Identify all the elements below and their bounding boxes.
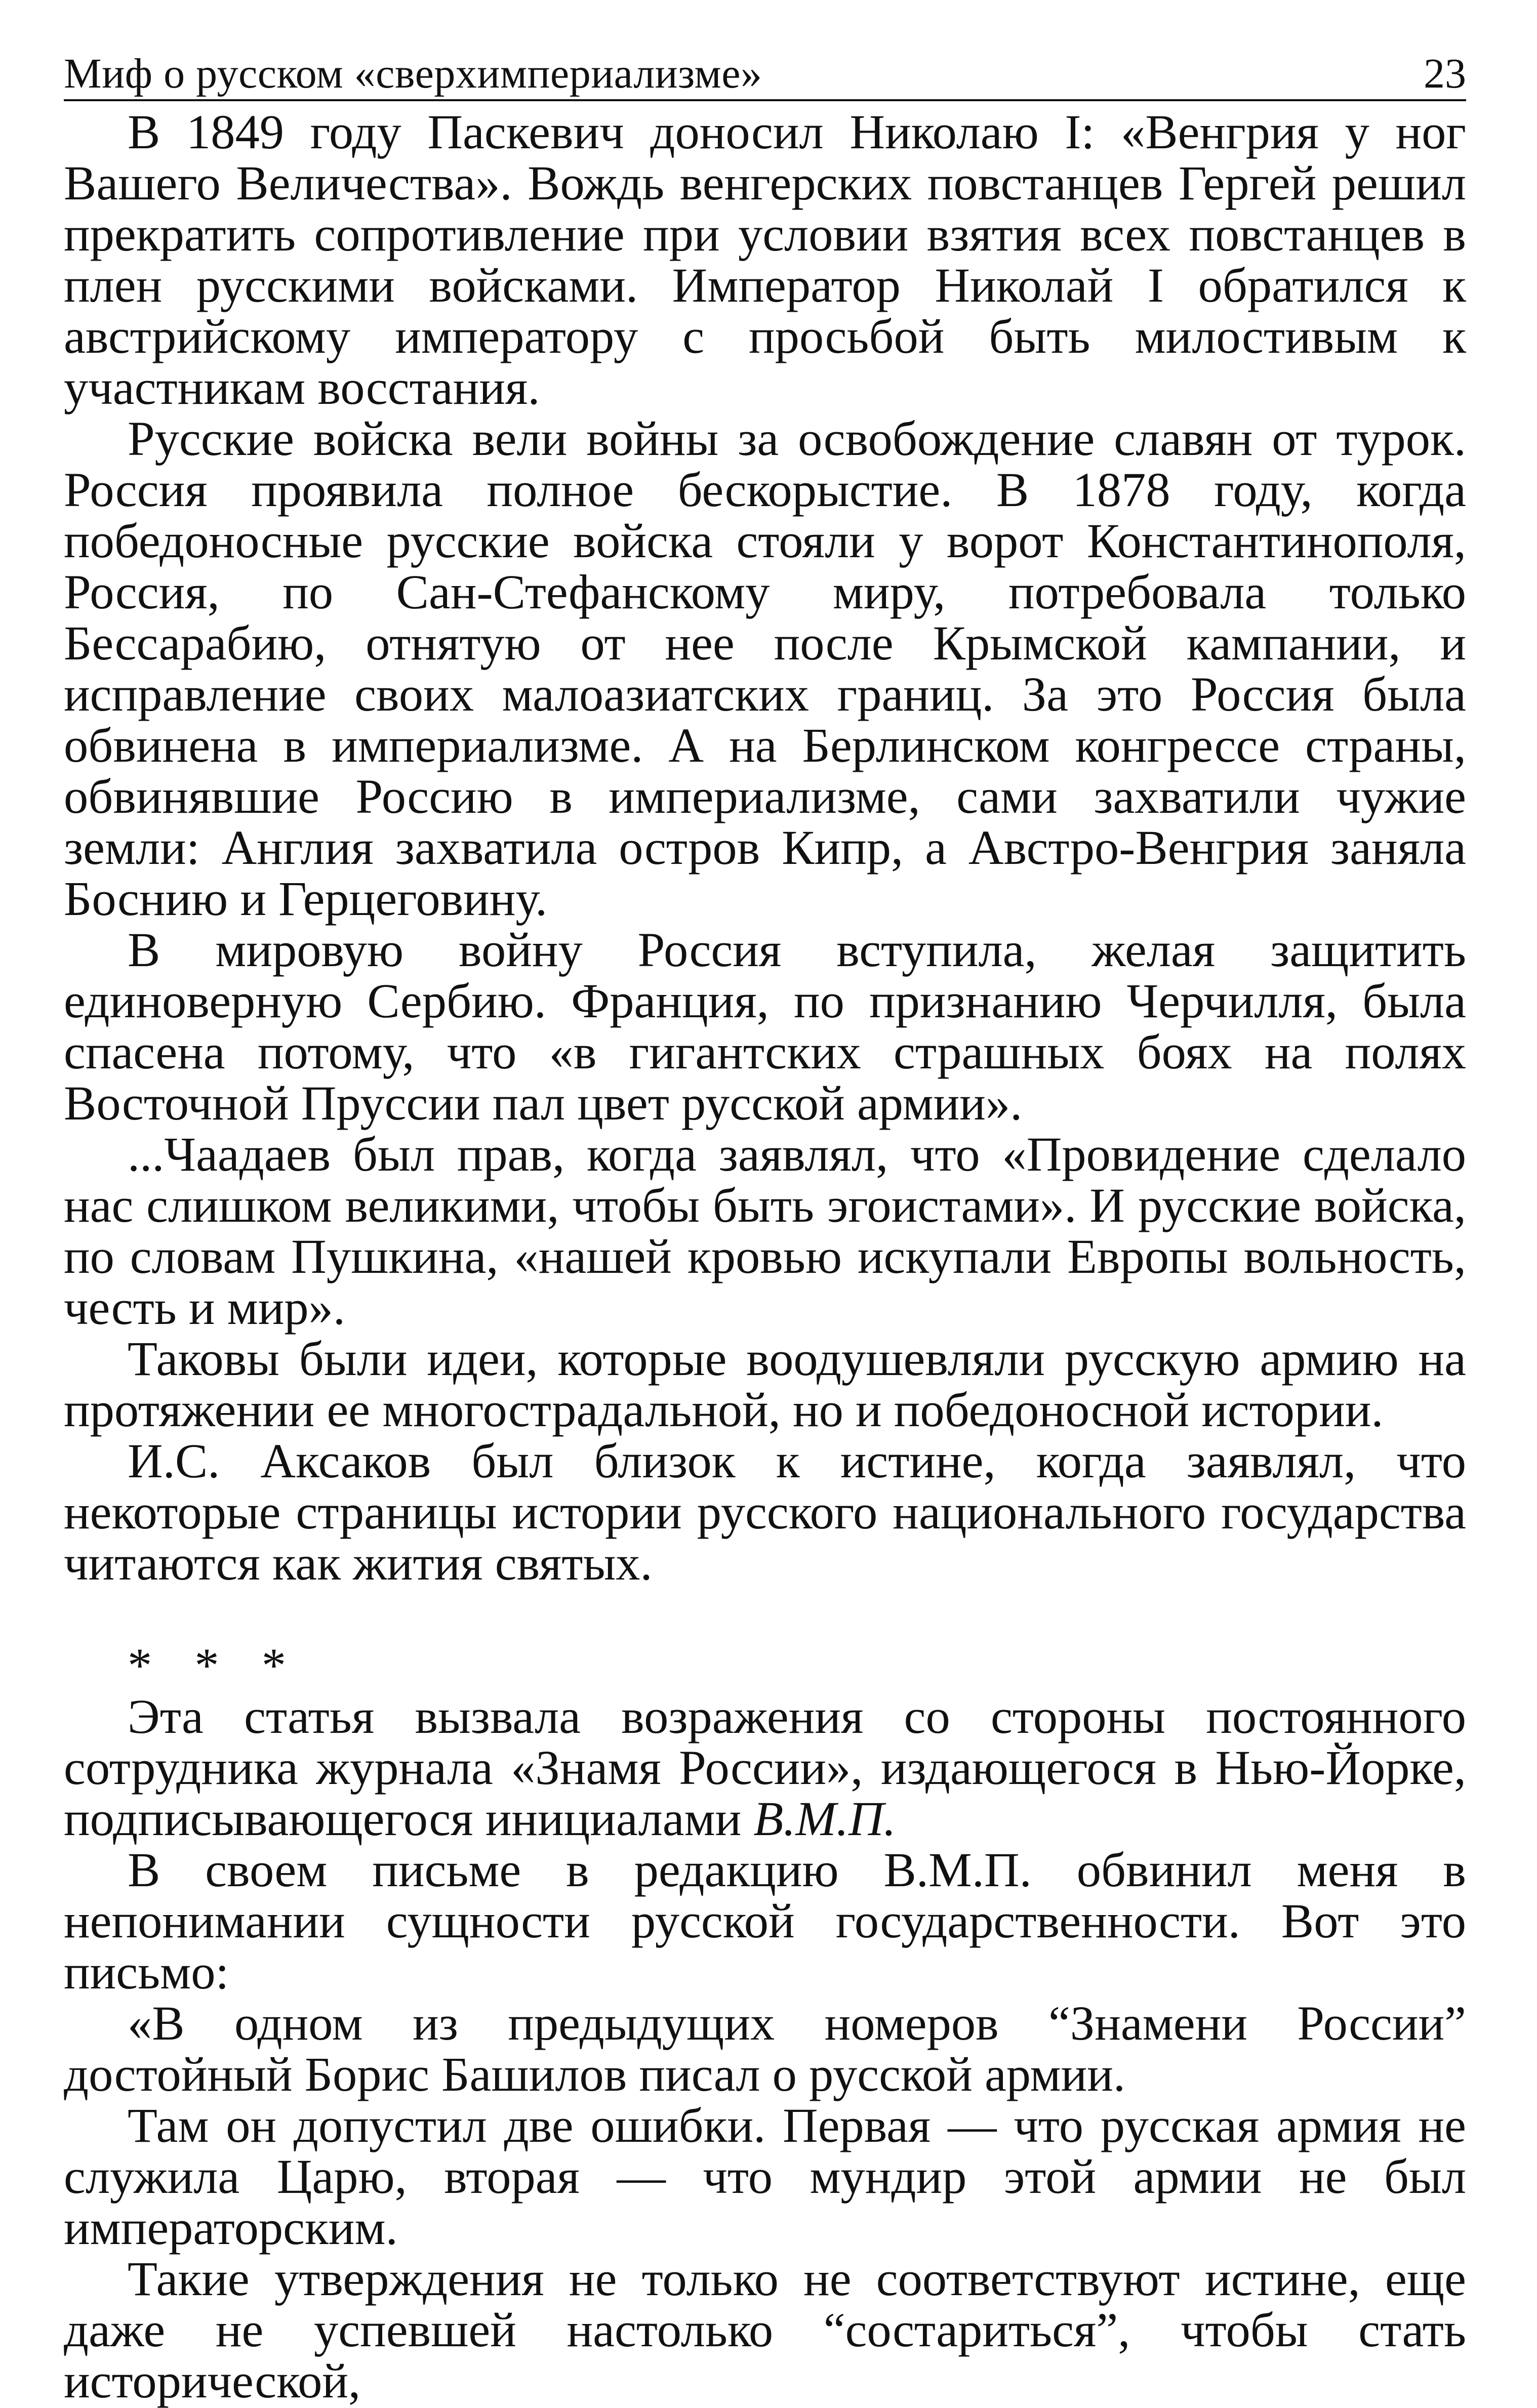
paragraph xyxy=(64,1691,1466,1844)
paragraph: В 1849 году Паскевич доносил Николаю I: «Венгрия у ног Вашего Величества». Вождь венгерских повстанцев Гергей решил прекратить сопротивление при условии взятия всех повстанцев в плен русскими войсками. Император Николай I обратился к австрийскому императору с просьбой быть милостивым к участникам восстания. xyxy=(64,105,1466,414)
running-head-title: Миф о русском «сверхимпериализме» xyxy=(64,50,762,97)
paragraph: В мировую войну Россия вступила, желая защитить единоверную Сербию. Франция, по признанию Черчилля, была спасена потому, что «в гигантских страшных боях на полях Восточной Пруссии пал цвет русской армии». xyxy=(64,923,1466,1130)
body-text xyxy=(64,106,1466,2406)
book-page xyxy=(64,49,1466,2406)
paragraph: В своем письме в редакцию В.М.П. обвинил меня в непонимании сущности русской государственности. Вот это письмо: xyxy=(64,1843,1466,1999)
author-initials: В.М.П. xyxy=(753,1792,896,1846)
paragraph: Таковы были идеи, которые воодушевляли русскую армию на протяжении ее многострадальной, но и победоносной истории. xyxy=(64,1332,1466,1437)
paragraph-text: Эта статья вызвала возражения со стороны постоянного сотрудника журнала «Знамя России», издающегося в Нью-Йорке, подписывающегося инициалами xyxy=(64,1689,1466,1846)
paragraph: «В одном из предыдущих номеров “Знамени России” достойный Борис Башилов писал о русской армии. xyxy=(64,1996,1466,2101)
paragraph: Такие утверждения не только не соответствуют истине, еще даже не успевшей настолько “состариться”, чтобы стать исторической, xyxy=(64,2252,1466,2408)
paragraph: И.С. Аксаков был близок к истине, когда заявлял, что некоторые страницы истории русского национального государства читаются как жития святых. xyxy=(64,1434,1466,1590)
paragraph: Там он допустил две ошибки. Первая — что русская армия не служила Царю, вторая — что мундир этой армии не был императорским. xyxy=(64,2098,1466,2255)
paragraph: Русские войска вели войны за освобождение славян от турок. Россия проявила полное бескорыстие. В 1878 году, когда победоносные русские войска стояли у ворот Константинополя, Россия, по Сан-Стефанскому миру, потребовала только Бессарабию, отнятую от нее после Крымской кампании, и исправление своих малоазиатских границ. За это Россия была обвинена в империализме. А на Берлинском конгрессе страны, обвинявшие Россию в империализме, сами захватили чужие земли: Англия захватила остров Кипр, а Австро-Венгрия заняла Боснию и Герцеговину. xyxy=(64,411,1466,926)
running-head xyxy=(64,49,1466,101)
section-separator: * * * xyxy=(128,1638,301,1692)
paragraph: ...Чаадаев был прав, когда заявлял, что «Провидение сделало нас слишком великими, чтобы быть эгоистами». И русские войска, по словам Пушкина, «нашей кровью искупали Европы вольность, честь и мир». xyxy=(64,1127,1466,1335)
page-number: 23 xyxy=(1424,50,1466,97)
